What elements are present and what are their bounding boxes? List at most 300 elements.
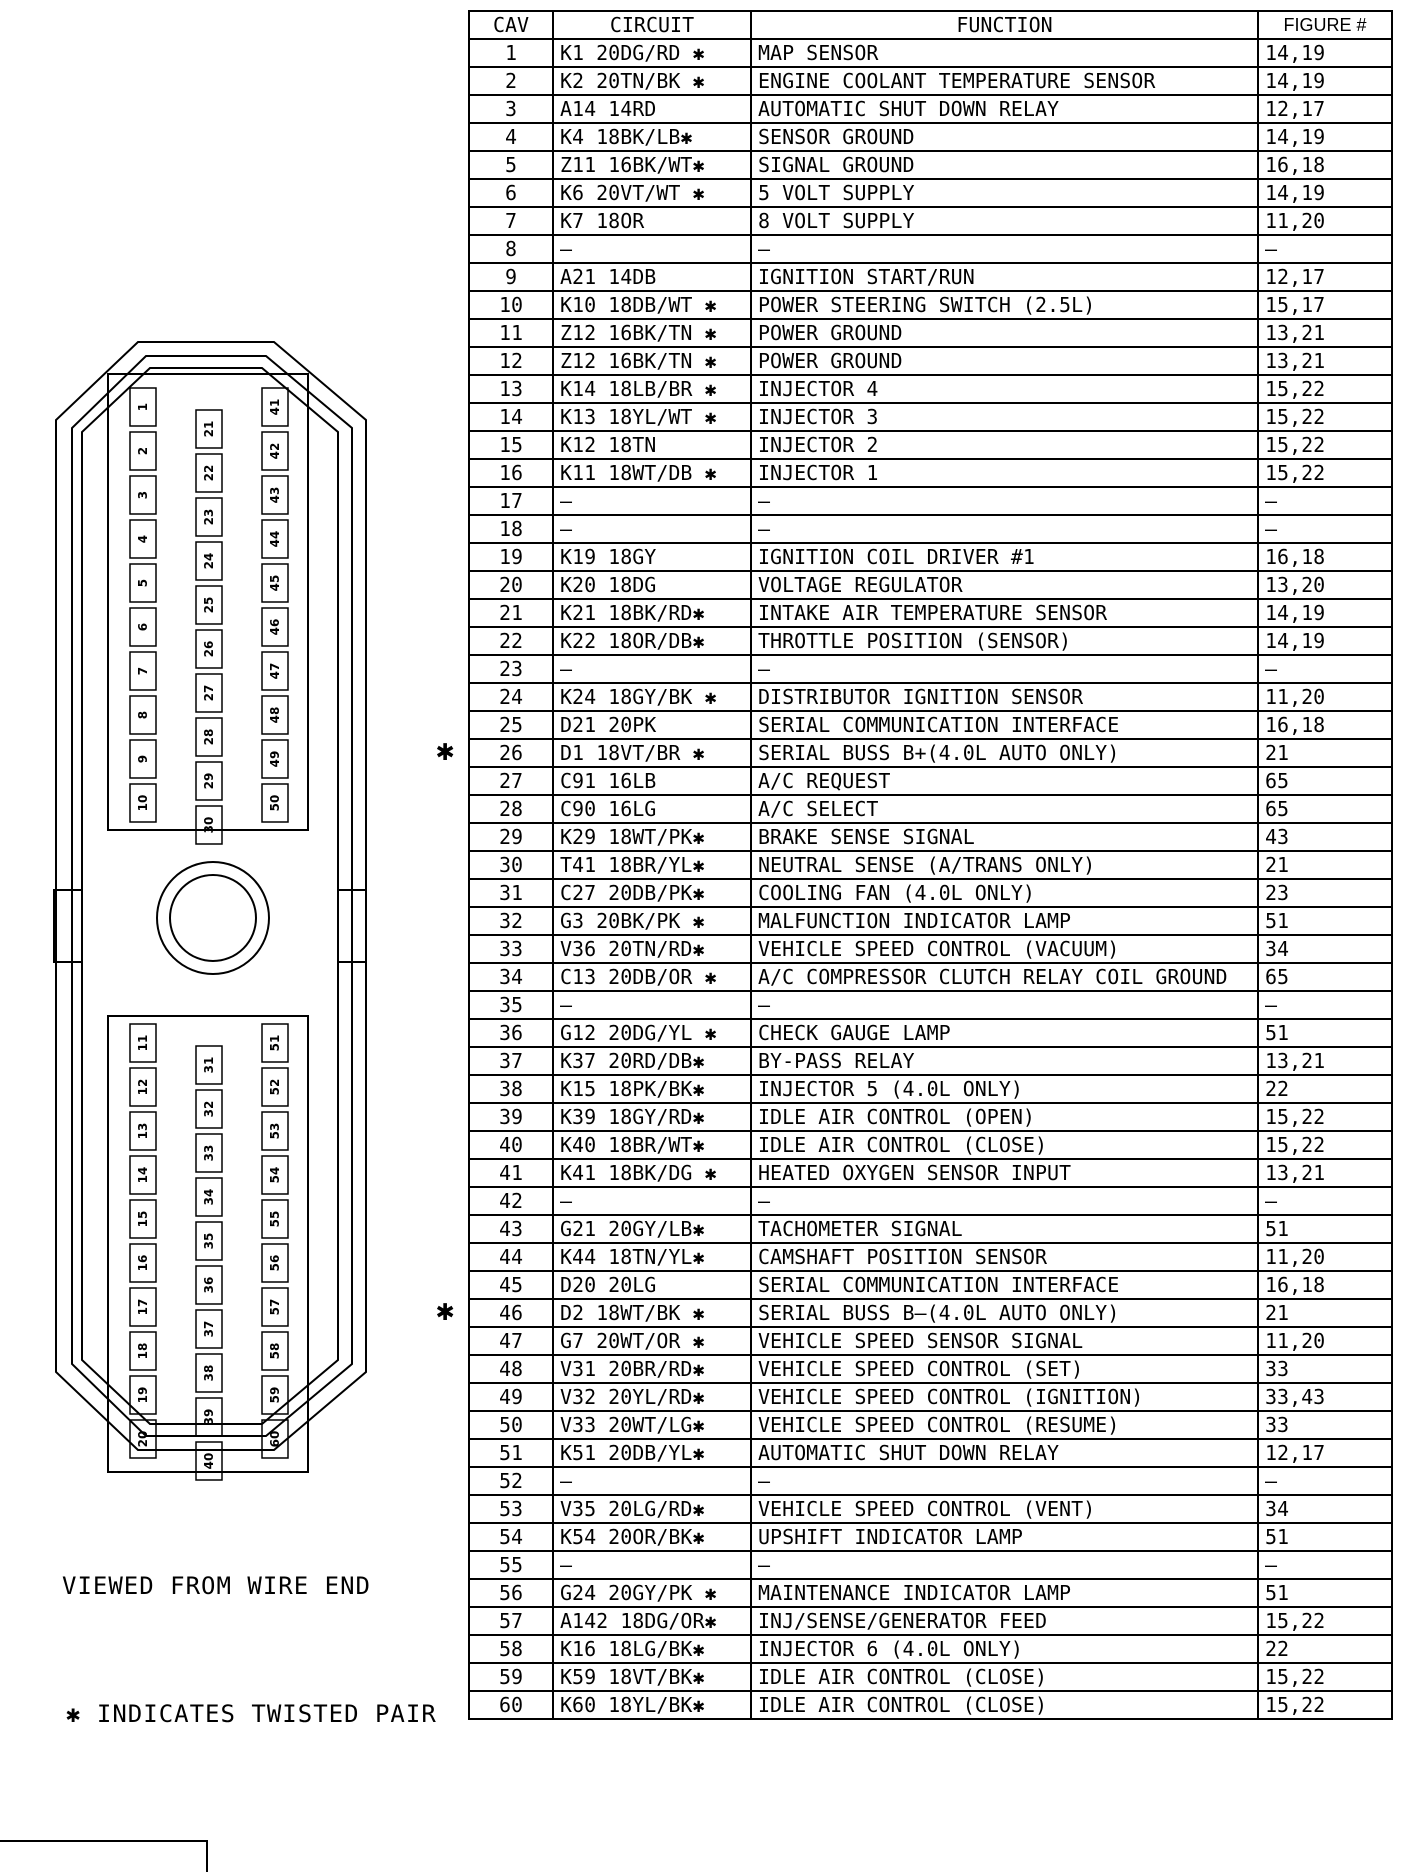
figure-cell: 15,22	[1258, 403, 1392, 431]
cav-cell: 30	[469, 851, 553, 879]
circuit-cell: T41 18BR/YL✱	[553, 851, 751, 879]
connector-pin-number: 22	[202, 464, 216, 482]
function-cell: INTAKE AIR TEMPERATURE SENSOR	[751, 599, 1258, 627]
table-row	[469, 375, 1392, 403]
connector-pin	[262, 608, 288, 646]
table-row	[469, 795, 1392, 823]
figure-cell: 65	[1258, 795, 1392, 823]
cav-column-header: CAV	[469, 11, 553, 39]
table-row	[469, 95, 1392, 123]
connector-pin-number: 49	[268, 750, 282, 768]
table-header-row	[469, 11, 1392, 39]
connector-pin-number: 21	[202, 420, 216, 438]
cav-cell: 46	[469, 1299, 553, 1327]
function-cell: —	[751, 235, 1258, 263]
table-row	[469, 935, 1392, 963]
cav-cell: 55	[469, 1551, 553, 1579]
figure-cell: 33	[1258, 1355, 1392, 1383]
table-row	[469, 1467, 1392, 1495]
figure-cell: 65	[1258, 963, 1392, 991]
connector-pin	[262, 1332, 288, 1370]
connector-pin	[196, 806, 222, 844]
table-row	[469, 1103, 1392, 1131]
table-row	[469, 151, 1392, 179]
figure-cell: 13,21	[1258, 319, 1392, 347]
function-cell: IDLE AIR CONTROL (CLOSE)	[751, 1691, 1258, 1719]
cav-cell: 33	[469, 935, 553, 963]
function-cell: VEHICLE SPEED CONTROL (RESUME)	[751, 1411, 1258, 1439]
cav-cell: 35	[469, 991, 553, 1019]
cav-cell: 38	[469, 1075, 553, 1103]
cav-cell: 6	[469, 179, 553, 207]
figure-cell: 13,21	[1258, 1159, 1392, 1187]
table-row	[469, 459, 1392, 487]
circuit-cell: —	[553, 1551, 751, 1579]
circuit-cell: K60 18YL/BK✱	[553, 1691, 751, 1719]
cav-cell: 21	[469, 599, 553, 627]
circuit-cell: —	[553, 235, 751, 263]
connector-pin	[130, 432, 156, 470]
function-cell: VEHICLE SPEED CONTROL (VACUUM)	[751, 935, 1258, 963]
function-cell: 8 VOLT SUPPLY	[751, 207, 1258, 235]
connector-pin-number: 7	[136, 666, 150, 676]
connector-pin	[196, 410, 222, 448]
circuit-cell: C27 20DB/PK✱	[553, 879, 751, 907]
function-cell: INJECTOR 2	[751, 431, 1258, 459]
connector-pin	[130, 564, 156, 602]
connector-pin-number: 4	[136, 534, 150, 544]
connector-pin	[262, 564, 288, 602]
cav-cell: 53	[469, 1495, 553, 1523]
function-cell: NEUTRAL SENSE (A/TRANS ONLY)	[751, 851, 1258, 879]
table-row	[469, 487, 1392, 515]
connector-pin-number: 28	[202, 728, 216, 746]
function-cell: SENSOR GROUND	[751, 123, 1258, 151]
cav-cell: 10	[469, 291, 553, 319]
figure-cell: —	[1258, 1551, 1392, 1579]
cav-cell: 29	[469, 823, 553, 851]
figure-cell: 65	[1258, 767, 1392, 795]
cav-cell: 51	[469, 1439, 553, 1467]
figure-cell: 14,19	[1258, 123, 1392, 151]
cav-cell: 32	[469, 907, 553, 935]
figure-cell: 15,22	[1258, 1607, 1392, 1635]
function-cell: POWER GROUND	[751, 347, 1258, 375]
circuit-cell: K12 18TN	[553, 431, 751, 459]
figure-cell: 34	[1258, 1495, 1392, 1523]
function-cell: AUTOMATIC SHUT DOWN RELAY	[751, 95, 1258, 123]
figure-cell: 16,18	[1258, 1271, 1392, 1299]
circuit-cell: —	[553, 1187, 751, 1215]
connector-center-boss-inner	[170, 875, 256, 961]
cav-cell: 28	[469, 795, 553, 823]
connector-pin	[130, 740, 156, 778]
circuit-cell: K4 18BK/LB✱	[553, 123, 751, 151]
cav-cell: 8	[469, 235, 553, 263]
figure-cell: 11,20	[1258, 683, 1392, 711]
function-cell: VEHICLE SPEED SENSOR SIGNAL	[751, 1327, 1258, 1355]
figure-cell: 14,19	[1258, 599, 1392, 627]
connector-pin	[130, 1068, 156, 1106]
circuit-cell: A14 14RD	[553, 95, 751, 123]
figure-cell: 13,20	[1258, 571, 1392, 599]
connector-pin-number: 31	[202, 1056, 216, 1074]
circuit-cell: K44 18TN/YL✱	[553, 1243, 751, 1271]
function-cell: IGNITION COIL DRIVER #1	[751, 543, 1258, 571]
figure-cell: —	[1258, 515, 1392, 543]
circuit-cell: D20 20LG	[553, 1271, 751, 1299]
connector-pin-number: 6	[136, 622, 150, 632]
table-row	[469, 179, 1392, 207]
function-cell: IDLE AIR CONTROL (OPEN)	[751, 1103, 1258, 1131]
connector-pin	[262, 432, 288, 470]
circuit-cell: —	[553, 487, 751, 515]
circuit-cell: D21 20PK	[553, 711, 751, 739]
cav-cell: 13	[469, 375, 553, 403]
figure-cell: 16,18	[1258, 543, 1392, 571]
circuit-cell: G12 20DG/YL ✱	[553, 1019, 751, 1047]
circuit-cell: K24 18GY/BK ✱	[553, 683, 751, 711]
figure-cell: —	[1258, 1187, 1392, 1215]
table-row	[469, 1327, 1392, 1355]
connector-pin	[130, 652, 156, 690]
function-cell: VEHICLE SPEED CONTROL (VENT)	[751, 1495, 1258, 1523]
figure-cell: 12,17	[1258, 95, 1392, 123]
figure-cell: 22	[1258, 1075, 1392, 1103]
function-cell: —	[751, 655, 1258, 683]
circuit-cell: K7 18OR	[553, 207, 751, 235]
figure-cell: 14,19	[1258, 627, 1392, 655]
table-row	[469, 1159, 1392, 1187]
figure-cell: —	[1258, 991, 1392, 1019]
function-cell: MAP SENSOR	[751, 39, 1258, 67]
function-cell: THROTTLE POSITION (SENSOR)	[751, 627, 1258, 655]
cav-cell: 43	[469, 1215, 553, 1243]
figure-cell: —	[1258, 1467, 1392, 1495]
connector-pin	[262, 652, 288, 690]
table-row	[469, 683, 1392, 711]
figure-cell: 15,22	[1258, 1691, 1392, 1719]
cav-cell: 42	[469, 1187, 553, 1215]
connector-diagram	[0, 0, 470, 1560]
connector-pin	[196, 1046, 222, 1084]
function-cell: A/C REQUEST	[751, 767, 1258, 795]
circuit-cell: K21 18BK/RD✱	[553, 599, 751, 627]
function-cell: SERIAL BUSS B+(4.0L AUTO ONLY)	[751, 739, 1258, 767]
figure-cell: 11,20	[1258, 1243, 1392, 1271]
figure-cell: 15,22	[1258, 1131, 1392, 1159]
figure-cell: 15,22	[1258, 1663, 1392, 1691]
table-row	[469, 515, 1392, 543]
table-row	[469, 347, 1392, 375]
table-row	[469, 599, 1392, 627]
cav-cell: 59	[469, 1663, 553, 1691]
table-row	[469, 1579, 1392, 1607]
cav-cell: 18	[469, 515, 553, 543]
connector-pin	[262, 520, 288, 558]
figure-cell: —	[1258, 487, 1392, 515]
cav-cell: 1	[469, 39, 553, 67]
cav-cell: 57	[469, 1607, 553, 1635]
connector-pin-number: 53	[268, 1122, 282, 1140]
cav-cell: 4	[469, 123, 553, 151]
circuit-cell: V35 20LG/RD✱	[553, 1495, 751, 1523]
circuit-cell: K13 18YL/WT ✱	[553, 403, 751, 431]
connector-pin	[262, 1200, 288, 1238]
table-row	[469, 823, 1392, 851]
table-row	[469, 767, 1392, 795]
circuit-cell: —	[553, 991, 751, 1019]
connector-pin-number: 37	[202, 1320, 216, 1338]
connector-pin	[262, 1156, 288, 1194]
cav-cell: 27	[469, 767, 553, 795]
cav-cell: 48	[469, 1355, 553, 1383]
cav-cell: 20	[469, 571, 553, 599]
table-row	[469, 319, 1392, 347]
cav-cell: 56	[469, 1579, 553, 1607]
connector-pin-number: 2	[136, 446, 150, 456]
table-row	[469, 1383, 1392, 1411]
connector-pin-number: 15	[136, 1210, 150, 1228]
cav-cell: 37	[469, 1047, 553, 1075]
function-cell: UPSHIFT INDICATOR LAMP	[751, 1523, 1258, 1551]
function-cell: —	[751, 515, 1258, 543]
figure-cell: 11,20	[1258, 1327, 1392, 1355]
connector-pin-number: 29	[202, 772, 216, 790]
connector-pin-number: 3	[136, 490, 150, 500]
connector-side-tab-left	[54, 890, 82, 962]
table-row	[469, 1019, 1392, 1047]
table-row	[469, 1439, 1392, 1467]
cav-cell: 36	[469, 1019, 553, 1047]
circuit-cell: V33 20WT/LG✱	[553, 1411, 751, 1439]
table-row	[469, 235, 1392, 263]
figure-cell: 13,21	[1258, 347, 1392, 375]
connector-pin	[196, 586, 222, 624]
connector-pin-number: 46	[268, 618, 282, 636]
function-cell: IDLE AIR CONTROL (CLOSE)	[751, 1131, 1258, 1159]
function-cell: TACHOMETER SIGNAL	[751, 1215, 1258, 1243]
circuit-cell: G24 20GY/PK ✱	[553, 1579, 751, 1607]
cav-cell: 25	[469, 711, 553, 739]
connector-pin-number: 20	[136, 1430, 150, 1448]
connector-pin-number: 18	[136, 1342, 150, 1360]
connector-pin-number: 38	[202, 1364, 216, 1382]
function-cell: MAINTENANCE INDICATOR LAMP	[751, 1579, 1258, 1607]
circuit-cell: C90 16LG	[553, 795, 751, 823]
connector-pin	[196, 1266, 222, 1304]
cav-cell: 11	[469, 319, 553, 347]
figure-cell: 15,22	[1258, 431, 1392, 459]
function-cell: IDLE AIR CONTROL (CLOSE)	[751, 1663, 1258, 1691]
cav-cell: 54	[469, 1523, 553, 1551]
cav-cell: 17	[469, 487, 553, 515]
function-cell: CAMSHAFT POSITION SENSOR	[751, 1243, 1258, 1271]
connector-pin	[196, 542, 222, 580]
table-row	[469, 1411, 1392, 1439]
table-row	[469, 1215, 1392, 1243]
connector-pin-number: 41	[268, 398, 282, 416]
function-cell: SIGNAL GROUND	[751, 151, 1258, 179]
circuit-cell: Z12 16BK/TN ✱	[553, 347, 751, 375]
circuit-cell: K1 20DG/RD ✱	[553, 39, 751, 67]
connector-pin-number: 56	[268, 1254, 282, 1272]
connector-pin-number: 5	[136, 578, 150, 588]
circuit-cell: K59 18VT/BK✱	[553, 1663, 751, 1691]
connector-pin-number: 30	[202, 816, 216, 834]
circuit-cell: K11 18WT/DB ✱	[553, 459, 751, 487]
function-cell: COOLING FAN (4.0L ONLY)	[751, 879, 1258, 907]
circuit-cell: A21 14DB	[553, 263, 751, 291]
twisted-pair-legend: ✱ INDICATES TWISTED PAIR	[66, 1700, 437, 1728]
table-row	[469, 627, 1392, 655]
connector-pin	[196, 498, 222, 536]
connector-pin	[262, 1376, 288, 1414]
connector-pin-number: 12	[136, 1078, 150, 1096]
table-row	[469, 1299, 1392, 1327]
figure-cell: 12,17	[1258, 1439, 1392, 1467]
function-cell: VEHICLE SPEED CONTROL (SET)	[751, 1355, 1258, 1383]
table-row	[469, 1607, 1392, 1635]
function-cell: AUTOMATIC SHUT DOWN RELAY	[751, 1439, 1258, 1467]
connector-pin	[262, 740, 288, 778]
function-cell: ENGINE COOLANT TEMPERATURE SENSOR	[751, 67, 1258, 95]
function-cell: 5 VOLT SUPPLY	[751, 179, 1258, 207]
connector-pin	[262, 1420, 288, 1458]
circuit-cell: K20 18DG	[553, 571, 751, 599]
connector-pin-number: 59	[268, 1386, 282, 1404]
connector-pin-number: 24	[202, 552, 216, 570]
viewed-from-wire-end-note: VIEWED FROM WIRE END	[62, 1572, 371, 1600]
connector-pin-number: 34	[202, 1188, 216, 1206]
connector-pin-number: 60	[268, 1430, 282, 1448]
circuit-cell: K54 20OR/BK✱	[553, 1523, 751, 1551]
table-row	[469, 1635, 1392, 1663]
cav-cell: 2	[469, 67, 553, 95]
connector-pin	[130, 1420, 156, 1458]
pinout-table	[468, 10, 1393, 1720]
function-cell: HEATED OXYGEN SENSOR INPUT	[751, 1159, 1258, 1187]
table-row	[469, 263, 1392, 291]
table-row	[469, 907, 1392, 935]
connector-pin-number: 47	[268, 662, 282, 680]
figure-cell: 23	[1258, 879, 1392, 907]
connector-pin-number: 19	[136, 1386, 150, 1404]
figure-cell: 21	[1258, 1299, 1392, 1327]
figure-cell: 21	[1258, 851, 1392, 879]
connector-pin-number: 40	[202, 1452, 216, 1470]
connector-pin	[130, 1112, 156, 1150]
table-row	[469, 431, 1392, 459]
connector-pin	[196, 1310, 222, 1348]
connector-pin-number: 45	[268, 574, 282, 592]
cav-cell: 12	[469, 347, 553, 375]
row-twisted-pair-marker: ✱	[436, 733, 455, 768]
table-row	[469, 963, 1392, 991]
connector-pin	[130, 696, 156, 734]
connector-pin	[262, 388, 288, 426]
connector-pin-number: 14	[136, 1166, 150, 1184]
figure-cell: 16,18	[1258, 711, 1392, 739]
table-row	[469, 67, 1392, 95]
table-row	[469, 851, 1392, 879]
cav-cell: 58	[469, 1635, 553, 1663]
connector-pin-number: 8	[136, 710, 150, 720]
cav-cell: 7	[469, 207, 553, 235]
figure-cell: 21	[1258, 739, 1392, 767]
function-cell: INJECTOR 4	[751, 375, 1258, 403]
connector-pin	[196, 1178, 222, 1216]
cav-cell: 26	[469, 739, 553, 767]
function-cell: INJECTOR 3	[751, 403, 1258, 431]
figure-cell: 34	[1258, 935, 1392, 963]
connector-pin	[262, 784, 288, 822]
connector-pin	[262, 1068, 288, 1106]
figure-cell: 12,17	[1258, 263, 1392, 291]
table-row	[469, 1047, 1392, 1075]
circuit-cell: K39 18GY/RD✱	[553, 1103, 751, 1131]
connector-pin	[130, 520, 156, 558]
cav-cell: 40	[469, 1131, 553, 1159]
figure-cell: 33	[1258, 1411, 1392, 1439]
connector-pin	[262, 1244, 288, 1282]
cav-cell: 16	[469, 459, 553, 487]
table-row	[469, 879, 1392, 907]
function-cell: VOLTAGE REGULATOR	[751, 571, 1258, 599]
figure-cell: 13,21	[1258, 1047, 1392, 1075]
circuit-cell: V32 20YL/RD✱	[553, 1383, 751, 1411]
connector-pin-number: 42	[268, 442, 282, 460]
circuit-cell: K51 20DB/YL✱	[553, 1439, 751, 1467]
function-cell: A/C SELECT	[751, 795, 1258, 823]
table-row	[469, 123, 1392, 151]
function-cell: MALFUNCTION INDICATOR LAMP	[751, 907, 1258, 935]
connector-pin-number: 1	[136, 402, 150, 412]
circuit-cell: K15 18PK/BK✱	[553, 1075, 751, 1103]
connector-pin	[262, 1024, 288, 1062]
connector-pin-number: 52	[268, 1078, 282, 1096]
function-cell: —	[751, 1187, 1258, 1215]
figure-cell: —	[1258, 655, 1392, 683]
table-row	[469, 739, 1392, 767]
figure-cell: 14,19	[1258, 179, 1392, 207]
connector-pin	[262, 696, 288, 734]
circuit-cell: A142 18DG/OR✱	[553, 1607, 751, 1635]
table-row	[469, 991, 1392, 1019]
cav-cell: 3	[469, 95, 553, 123]
connector-pin	[196, 1090, 222, 1128]
figure-cell: 15,17	[1258, 291, 1392, 319]
circuit-cell: K6 20VT/WT ✱	[553, 179, 751, 207]
circuit-cell: K16 18LG/BK✱	[553, 1635, 751, 1663]
connector-pin	[262, 476, 288, 514]
table-row	[469, 1551, 1392, 1579]
circuit-cell: K10 18DB/WT ✱	[553, 291, 751, 319]
table-row	[469, 207, 1392, 235]
connector-pin	[196, 1222, 222, 1260]
function-cell: IGNITION START/RUN	[751, 263, 1258, 291]
function-cell: DISTRIBUTOR IGNITION SENSOR	[751, 683, 1258, 711]
table-row	[469, 1523, 1392, 1551]
cav-cell: 19	[469, 543, 553, 571]
circuit-column-header: CIRCUIT	[553, 11, 751, 39]
circuit-cell: K29 18WT/PK✱	[553, 823, 751, 851]
circuit-cell: —	[553, 1467, 751, 1495]
function-cell: INJECTOR 6 (4.0L ONLY)	[751, 1635, 1258, 1663]
cav-cell: 45	[469, 1271, 553, 1299]
circuit-cell: K40 18BR/WT✱	[553, 1131, 751, 1159]
connector-pin	[130, 1024, 156, 1062]
